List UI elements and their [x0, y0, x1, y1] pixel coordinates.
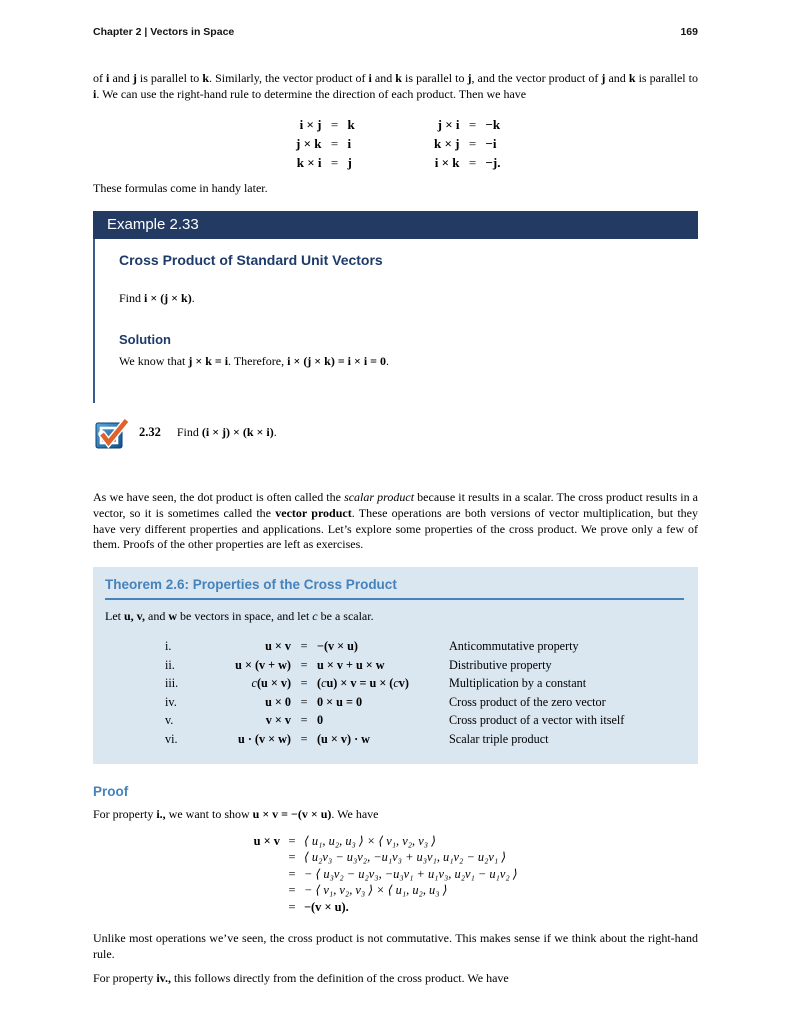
property-rhs: u × v + u × w — [317, 657, 385, 672]
equals-sign: = — [300, 639, 308, 654]
theorem-property-row — [105, 637, 684, 656]
property-numeral: ii. — [165, 657, 175, 672]
equals-sign: = — [330, 154, 339, 170]
equation-rhs: −(v × u). — [304, 899, 349, 914]
property-iv-intro: For property iv., this follows directly from the definition of the cross product. We have — [93, 971, 509, 986]
formula-rhs: k — [347, 116, 355, 132]
equation-lhs — [240, 849, 280, 866]
equals-sign: = — [300, 731, 308, 746]
equals-sign: = — [300, 657, 308, 672]
equation-lhs — [240, 882, 280, 899]
page-number: 169 — [680, 26, 698, 38]
property-lhs: u · (v × w) — [238, 731, 291, 746]
formula-row — [272, 134, 520, 153]
proof-equation-line — [240, 866, 698, 883]
equals-sign: = — [300, 694, 308, 709]
checkpoint-checkbox-icon — [95, 417, 129, 454]
equals-sign: = — [300, 713, 308, 728]
example-body — [93, 239, 698, 403]
proof-equation-line — [240, 899, 698, 916]
checkpoint — [93, 417, 698, 454]
property-rhs: (u × v) · w — [317, 731, 370, 746]
property-rhs: (cu) × v = u × (cv) — [317, 676, 409, 691]
property-lhs: v × v — [265, 713, 291, 728]
property-lhs: u × (v + w) — [235, 657, 291, 672]
example-header-bar — [93, 211, 698, 239]
formula-row — [272, 153, 520, 172]
formula-rhs: j — [347, 154, 352, 170]
equals-sign: = — [288, 883, 296, 898]
property-rhs: 0 × u = 0 — [317, 694, 363, 709]
formula-lhs: k × i — [296, 154, 322, 170]
property-numeral: vi. — [165, 731, 178, 746]
chapter-title: Chapter 2 | Vectors in Space — [93, 26, 235, 38]
theorem-intro: Let u, v, and w be vectors in space, and let c be a scalar. — [105, 609, 374, 624]
formula-lhs: i × k — [434, 154, 460, 170]
theorem-title: Theorem 2.6: Properties of the Cross Product — [105, 577, 684, 600]
formula-row — [272, 115, 520, 134]
theorem-properties — [105, 637, 684, 748]
equals-sign: = — [288, 850, 296, 865]
discussion-paragraph: As we have seen, the dot product is often called the scalar product because it results in a scalar. The cross product results in a vector, so it is sometimes called the vector product. These operations are both versions of vector multiplication, but they have very different properties and applications. Let’s explore some properties of the cross product. We prove only a few of them. Proofs of the other properties are left as exercises. — [93, 489, 699, 552]
proof-equation-line — [240, 882, 698, 899]
equals-sign: = — [330, 135, 339, 151]
equation-lhs — [240, 899, 280, 916]
equals-sign: = — [468, 154, 477, 170]
property-numeral: iv. — [165, 694, 177, 709]
equation-lhs: u × v — [253, 833, 280, 848]
property-rhs: −(v × u) — [317, 639, 358, 654]
equation-rhs: − ⟨ u₃v₂ − u₂v₃, −u₃v₁ + u₁v₃, u₂v₁ − u₁v₂ ⟩ — [304, 866, 518, 881]
transition-text: These formulas come in handy later. — [93, 180, 268, 195]
proof-intro: For property i., we want to show u × v = −(v × u). We have — [93, 807, 379, 822]
example-title: Cross Product of Standard Unit Vectors — [119, 252, 383, 269]
equals-sign: = — [468, 135, 477, 151]
equation-lhs — [240, 866, 280, 883]
commutativity-note: Unlike most operations we’ve seen, the cross product is not commutative. This makes sense if we think about the right-hand rule. — [93, 931, 698, 962]
unit-vector-formula-block — [272, 115, 520, 172]
property-numeral: v. — [165, 713, 174, 728]
equation-rhs: ⟨ u₁, u₂, u₃ ⟩ × ⟨ v₁, v₂, v₃ ⟩ — [304, 833, 436, 848]
equals-sign: = — [468, 116, 477, 132]
property-description: Distributive property — [449, 657, 552, 672]
proof-equation-line — [240, 833, 698, 850]
formula-rhs: −j. — [485, 154, 501, 170]
property-numeral: iii. — [165, 676, 179, 691]
proof-equation-line — [240, 849, 698, 866]
equals-sign: = — [288, 833, 296, 848]
solution-heading: Solution — [119, 332, 171, 348]
property-rhs: 0 — [317, 713, 324, 728]
equals-sign: = — [288, 899, 296, 914]
equals-sign: = — [330, 116, 339, 132]
formula-lhs: j × k — [296, 135, 322, 151]
theorem-property-row — [105, 656, 684, 675]
theorem-property-row — [105, 693, 684, 712]
property-description: Anticommutative property — [449, 639, 579, 654]
equation-rhs: ⟨ u₂v₃ − u₃v₂, −u₁v₃ + u₃v₁, u₁v₂ − u₂v₁ ⟩ — [304, 850, 507, 865]
property-lhs: u × 0 — [265, 694, 291, 709]
checkpoint-number: 2.32 — [139, 424, 161, 439]
property-description: Cross product of a vector with itself — [449, 713, 625, 728]
proof-equation-block — [240, 833, 698, 916]
theorem-property-row — [105, 674, 684, 693]
theorem-property-row — [105, 730, 684, 749]
theorem-property-row — [105, 711, 684, 730]
property-lhs: u × v — [265, 639, 291, 654]
equation-rhs: − ⟨ v₁, v₂, v₃ ⟩ × ⟨ u₁, u₂, u₃ ⟩ — [304, 883, 448, 898]
solution-text: We know that j × k = i. Therefore, i × (j × k) = i × i = 0. — [119, 354, 389, 369]
example-problem: Find i × (j × k). — [119, 291, 195, 306]
running-header — [93, 26, 698, 38]
theorem-box — [93, 567, 698, 764]
equals-sign: = — [288, 866, 296, 881]
checkpoint-problem: Find (i × j) × (k × i). — [176, 424, 277, 439]
formula-rhs: −i — [485, 135, 497, 151]
formula-lhs: k × j — [434, 135, 460, 151]
intro-paragraph: of i and j is parallel to k. Similarly, the vector product of i and k is parallel to j, and the vector product of j and k is parallel to i. We can use the right-hand rule to determine the direction of each product. Then we have — [93, 71, 699, 101]
property-lhs: c(u × v) — [251, 676, 291, 691]
formula-lhs: i × j — [299, 116, 322, 132]
proof-heading: Proof — [93, 784, 129, 800]
formula-lhs: j × i — [437, 116, 460, 132]
example-box — [93, 211, 698, 403]
property-description: Cross product of the zero vector — [449, 694, 606, 709]
formula-rhs: −k — [485, 116, 501, 132]
formula-rhs: i — [347, 135, 352, 151]
property-description: Multiplication by a constant — [449, 676, 587, 691]
property-numeral: i. — [165, 639, 172, 654]
example-label: Example 2.33 — [107, 216, 199, 234]
property-description: Scalar triple product — [449, 731, 549, 746]
equals-sign: = — [300, 676, 308, 691]
